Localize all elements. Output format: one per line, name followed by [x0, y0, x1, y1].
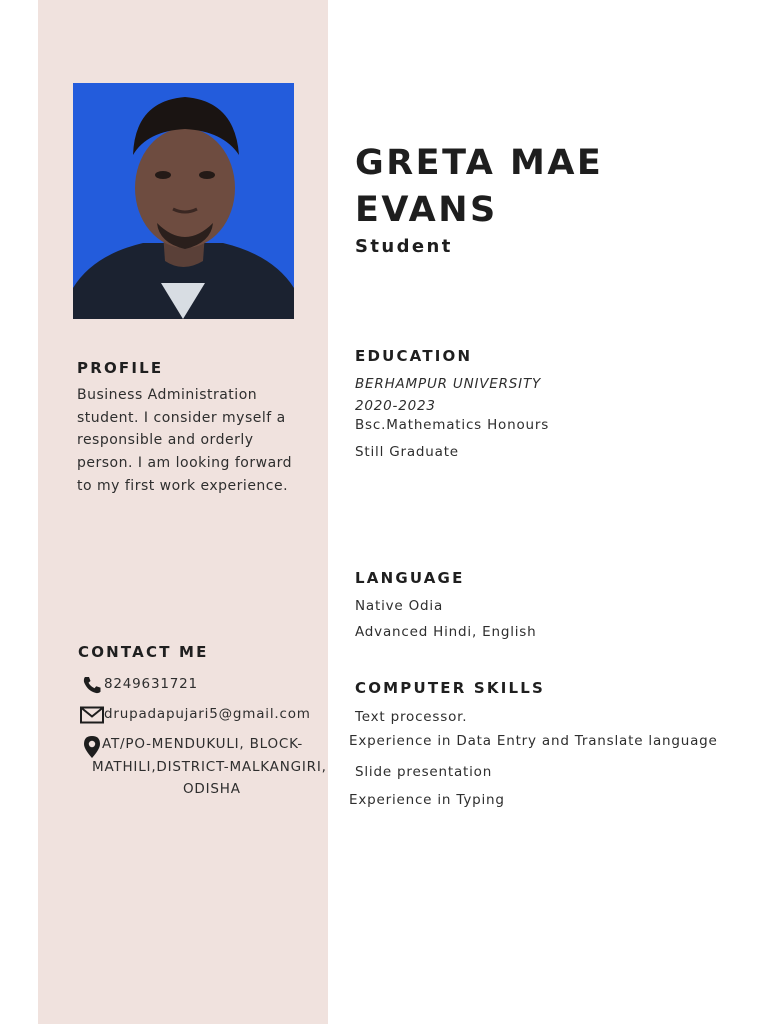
profile-photo	[73, 83, 294, 319]
language-heading: LANGUAGE	[355, 569, 465, 587]
phone-icon	[82, 676, 102, 698]
skills-heading: COMPUTER SKILLS	[355, 679, 546, 697]
education-degree: Bsc.Mathematics Honours	[355, 417, 550, 433]
job-title: Student	[355, 236, 453, 257]
skill-item: Text processor.	[355, 709, 468, 725]
language-item: Native Odia	[355, 598, 444, 614]
profile-heading: PROFILE	[77, 359, 164, 377]
name-line-2: EVANS	[355, 190, 498, 230]
profile-text: Business Administration student. I consider myself a responsible and orderly person. I am looking forward to my first work experience.	[77, 387, 293, 494]
contact-phone: 8249631721	[104, 676, 198, 692]
contact-heading: CONTACT ME	[78, 643, 209, 661]
contact-address-line-3: ODISHA	[183, 781, 241, 797]
education-institution: BERHAMPUR UNIVERSITY	[355, 376, 542, 392]
education-status: Still Graduate	[355, 444, 459, 460]
skill-item: Experience in Data Entry and Translate language	[349, 733, 718, 749]
portrait-image	[73, 83, 294, 319]
education-heading: EDUCATION	[355, 347, 473, 365]
language-item: Advanced Hindi, English	[355, 624, 537, 640]
skill-item: Experience in Typing	[349, 792, 505, 808]
contact-address-line-1: AT/PO-MENDUKULI, BLOCK-	[102, 736, 304, 752]
education-years: 2020-2023	[355, 398, 436, 414]
mail-icon	[80, 706, 104, 728]
name-line-1: GRETA MAE	[355, 143, 604, 183]
contact-email: drupadapujari5@gmail.com	[104, 706, 311, 722]
contact-address-line-2: MATHILI,DISTRICT-MALKANGIRI,	[92, 759, 327, 775]
skill-item: Slide presentation	[355, 764, 493, 780]
